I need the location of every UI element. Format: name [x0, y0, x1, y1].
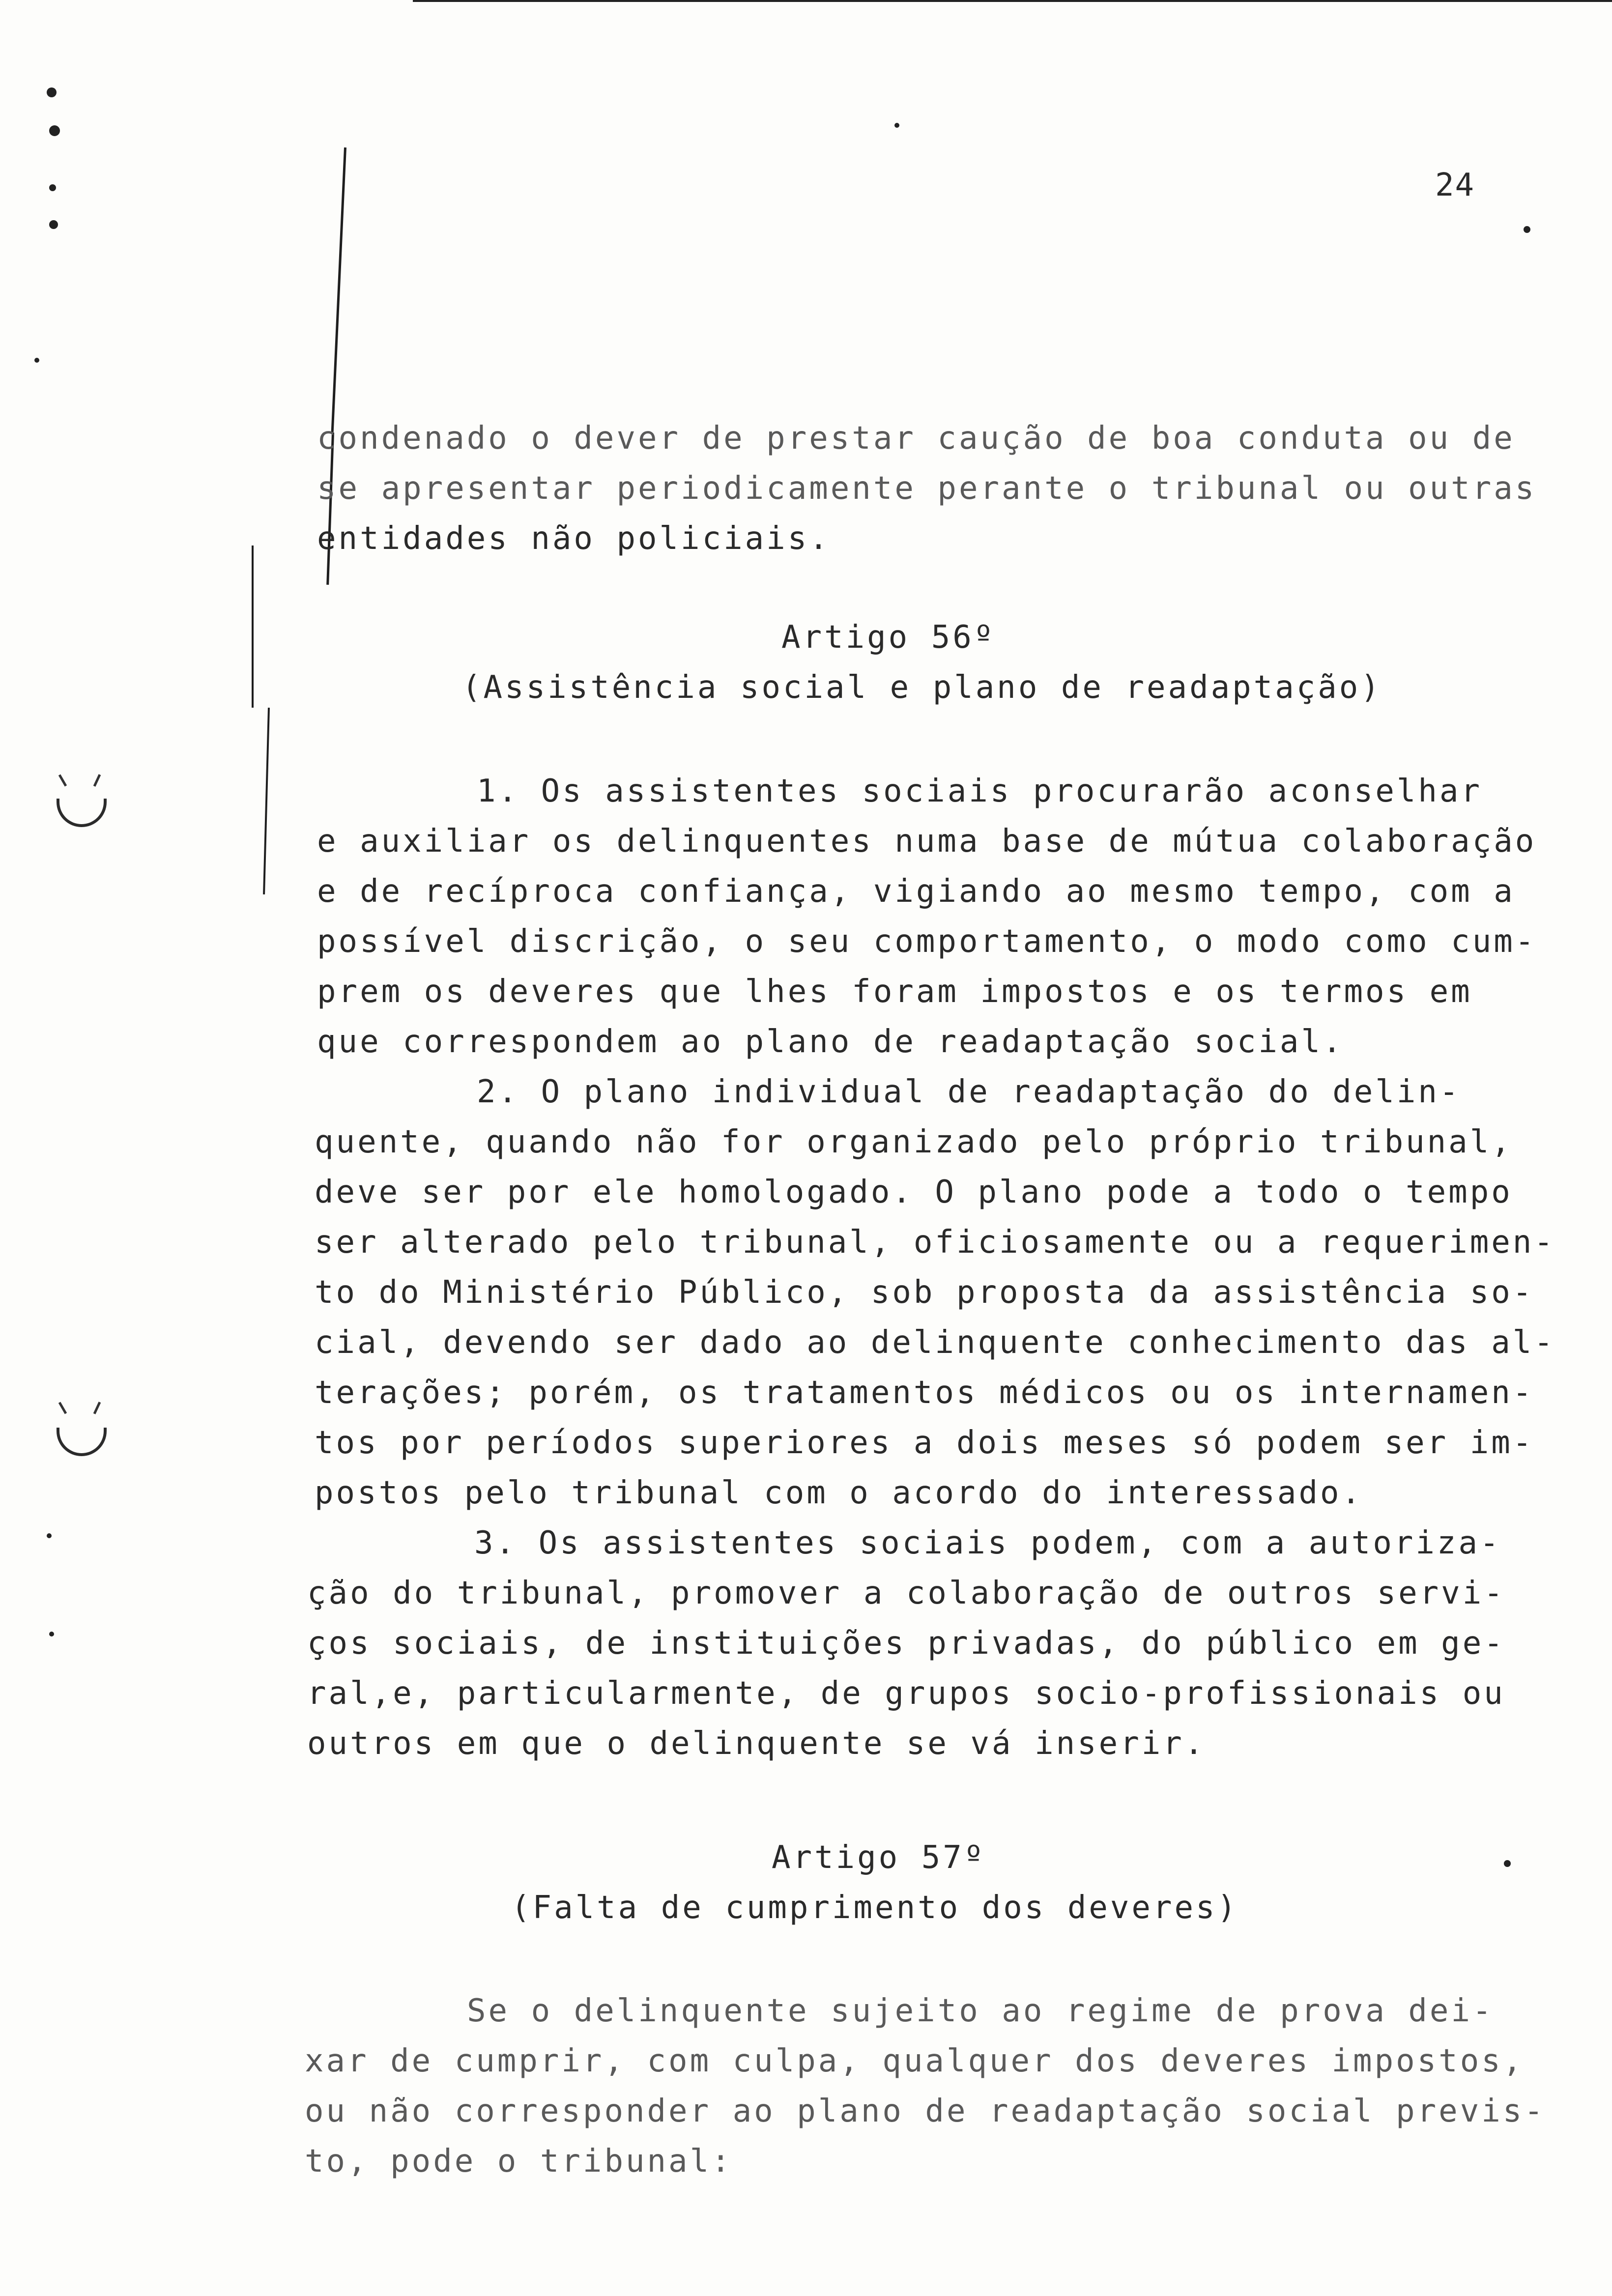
margin-tick	[93, 774, 101, 787]
margin-tick	[58, 1402, 67, 1414]
paragraph-line: ção do tribunal, promover a colaboração de outros servi-	[307, 1575, 1505, 1611]
scan-speck	[47, 87, 57, 97]
paragraph-line: postos pelo tribunal com o acordo do interessado.	[315, 1475, 1363, 1511]
paragraph-line: ral,e, particularmente, de grupos socio-profissionais ou	[307, 1675, 1505, 1712]
article-56-title: Artigo 56º	[781, 619, 996, 656]
paragraph-line: prem os deveres que lhes foram impostos e os termos em	[317, 974, 1472, 1010]
paragraph-line: que correspondem ao plano de readaptação social.	[317, 1024, 1344, 1060]
article-56-subtitle: (Assistência social e plano de readaptação)	[462, 669, 1382, 706]
scan-speck	[894, 123, 899, 128]
scan-speck	[49, 184, 56, 191]
paragraph-line: tos por períodos superiores a dois meses só podem ser im-	[315, 1425, 1534, 1461]
margin-tick	[58, 774, 67, 786]
scan-speck	[1504, 1860, 1511, 1867]
paragraph-line: cial, devendo ser dado ao delinquente conhecimento das al-	[315, 1324, 1555, 1361]
paragraph-line: 2. O plano individual de readaptação do delin-	[477, 1074, 1461, 1110]
scan-speck	[49, 125, 60, 136]
paragraph-line: to, pode o tribunal:	[305, 2143, 733, 2180]
paragraph-line: ser alterado pelo tribunal, oficiosamente ou a requerimen-	[315, 1224, 1555, 1261]
paragraph-line: Se o delinquente sujeito ao regime de prova dei-	[467, 1993, 1494, 2029]
scan-speck	[1524, 226, 1530, 233]
text-line: se apresentar periodicamente perante o tribunal ou outras	[317, 470, 1537, 507]
margin-line	[263, 708, 270, 894]
paragraph-line: ços sociais, de instituições privadas, do público em ge-	[307, 1625, 1505, 1662]
article-57-title: Artigo 57º	[772, 1839, 986, 1876]
paragraph-line: 3. Os assistentes sociais podem, com a autoriza-	[474, 1525, 1501, 1561]
text-line: condenado o dever de prestar caução de boa conduta ou de	[317, 420, 1515, 457]
margin-line	[331, 147, 346, 432]
top-edge-rule	[413, 0, 1612, 2]
scan-speck	[49, 1632, 54, 1636]
paragraph-line: deve ser por ele homologado. O plano pode a todo o tempo	[315, 1174, 1513, 1210]
paragraph-line: quente, quando não for organizado pelo próprio tribunal,	[315, 1124, 1513, 1160]
margin-tick	[93, 1402, 101, 1414]
margin-bracket-mark	[57, 1428, 107, 1456]
paragraph-line: e de recíproca confiança, vigiando ao mesmo tempo, com a	[317, 873, 1515, 910]
scan-speck	[34, 358, 39, 363]
paragraph-line: ou não corresponder ao plano de readaptação social previs-	[305, 2093, 1546, 2129]
paragraph-line: terações; porém, os tratamentos médicos ou os internamen-	[315, 1375, 1534, 1411]
paragraph-line: to do Ministério Público, sob proposta da assistência so-	[315, 1274, 1534, 1311]
paragraph-line: xar de cumprir, com culpa, qualquer dos deveres impostos,	[305, 2043, 1525, 2079]
paragraph-line: outros em que o delinquente se vá inserir.	[307, 1725, 1206, 1762]
margin-line	[252, 545, 254, 708]
paragraph-line: e auxiliar os delinquentes numa base de mútua colaboração	[317, 823, 1537, 860]
scan-speck	[49, 220, 58, 229]
page-number: 24	[1435, 167, 1475, 203]
paragraph-line: possível discrição, o seu comportamento, o modo como cum-	[317, 923, 1537, 960]
text-line: entidades não policiais.	[317, 520, 831, 557]
margin-bracket-mark	[57, 799, 107, 827]
scan-speck	[47, 1533, 52, 1538]
paragraph-line: 1. Os assistentes sociais procurarão aconselhar	[477, 773, 1482, 809]
article-57-subtitle: (Falta de cumprimento dos deveres)	[511, 1890, 1239, 1926]
